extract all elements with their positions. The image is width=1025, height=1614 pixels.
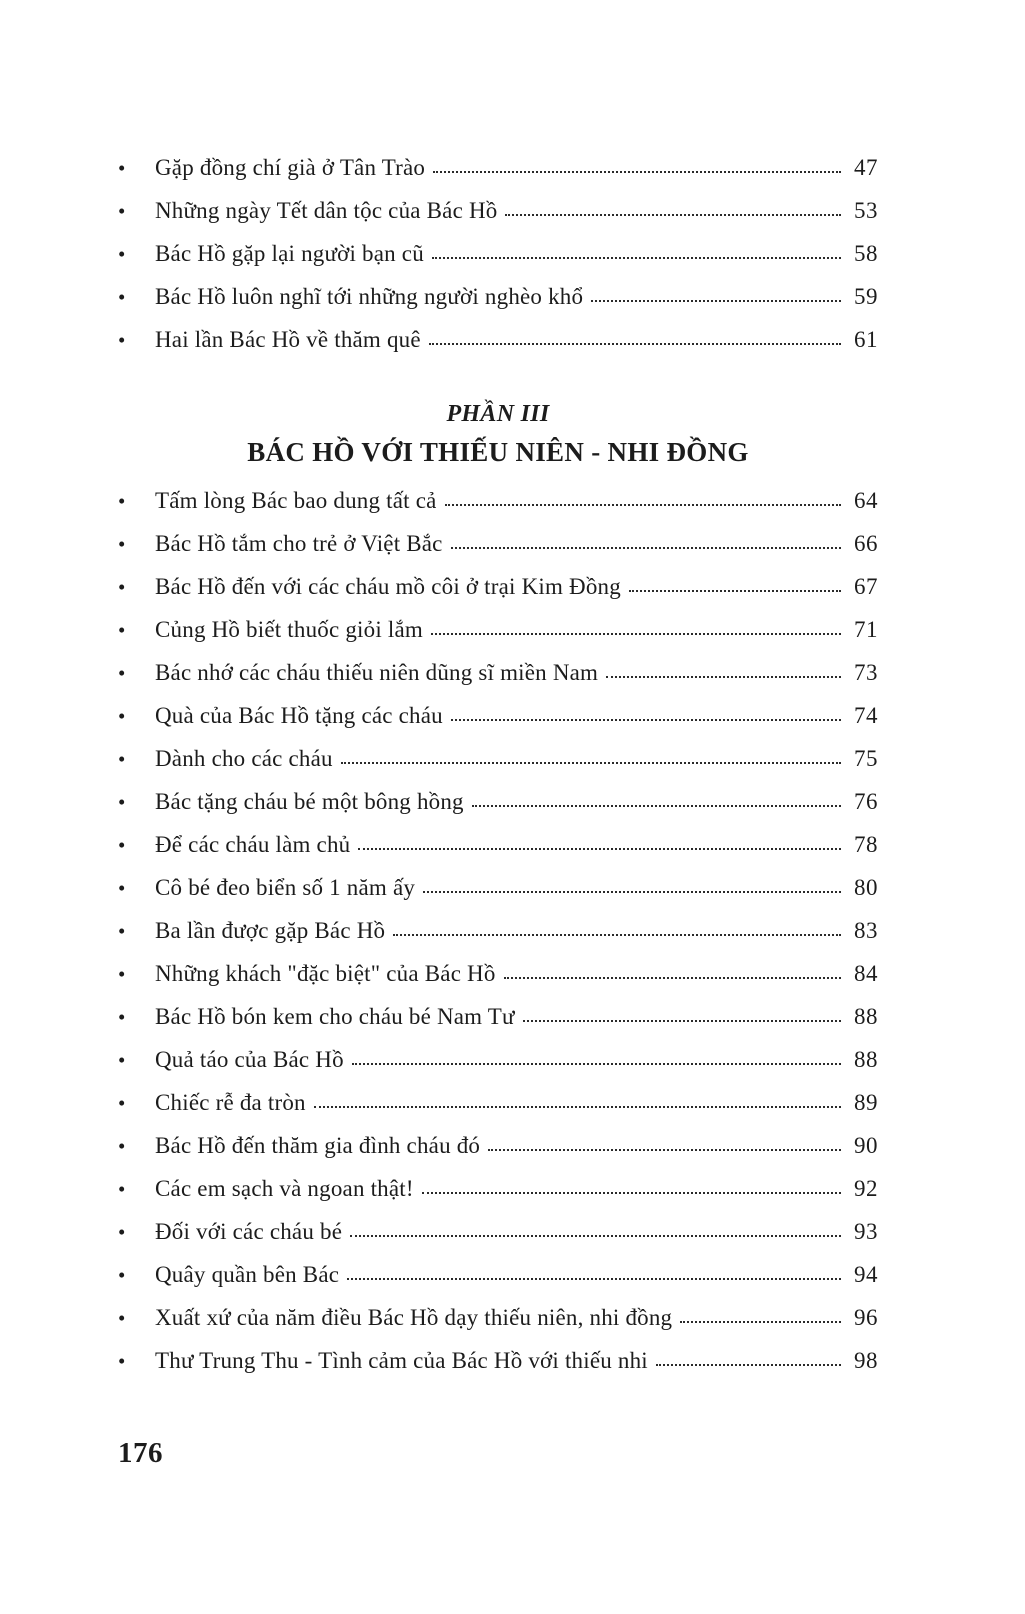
- toc-entry: [118, 1004, 878, 1047]
- dotted-leader: [606, 676, 841, 678]
- dotted-leader: [432, 257, 841, 259]
- bullet-icon: •: [118, 1220, 126, 1244]
- toc-entry: [118, 198, 878, 241]
- dotted-leader: [352, 1063, 841, 1065]
- toc-entry-title: Cô bé đeo biển số 1 năm ấy: [155, 875, 416, 900]
- dotted-leader: [591, 300, 841, 302]
- toc-entry-page: 83: [854, 918, 878, 943]
- toc-entry-title: Củng Hồ biết thuốc giỏi lắm: [155, 617, 423, 642]
- toc-entry-title: Quà của Bác Hồ tặng các cháu: [155, 703, 443, 728]
- bullet-icon: •: [118, 1177, 126, 1201]
- toc-entry: [118, 1090, 878, 1133]
- section-part-label: PHẦN III: [446, 401, 550, 427]
- dotted-leader: [629, 590, 841, 592]
- bullet-icon: •: [118, 1048, 126, 1072]
- toc-entry: [118, 531, 878, 574]
- dotted-leader: [680, 1321, 841, 1323]
- toc-entry-title: Bác Hồ đến thăm gia đình cháu đó: [155, 1133, 481, 1158]
- section-title: BÁC HỒ VỚI THIẾU NIÊN - NHI ĐỒNG: [247, 437, 749, 467]
- toc-entry: [118, 241, 878, 284]
- dotted-leader: [393, 934, 841, 936]
- toc-entry-title: Xuất xứ của năm điều Bác Hồ dạy thiếu niên, nhi đồng: [155, 1305, 673, 1330]
- toc-entry-page: 88: [854, 1004, 878, 1029]
- toc-entry: [118, 327, 878, 370]
- bullet-icon: •: [118, 242, 126, 266]
- toc-section-1-list: [118, 155, 878, 370]
- bullet-icon: •: [118, 962, 126, 986]
- bullet-icon: •: [118, 1306, 126, 1330]
- dotted-leader: [488, 1149, 841, 1151]
- toc-entry-title: Dành cho các cháu: [155, 746, 333, 771]
- bullet-icon: •: [118, 1263, 126, 1287]
- bullet-icon: •: [118, 1134, 126, 1158]
- toc-entry: [118, 1262, 878, 1305]
- toc-entry-title: Bác nhớ các cháu thiếu niên dũng sĩ miền Nam: [155, 660, 599, 685]
- toc-entry-page: 75: [854, 746, 878, 771]
- toc-entry-title: Bác tặng cháu bé một bông hồng: [155, 789, 464, 814]
- toc-entry: [118, 789, 878, 832]
- bullet-icon: •: [118, 661, 126, 685]
- toc-entry: [118, 875, 878, 918]
- toc-entry-title: Các em sạch và ngoan thật!: [155, 1176, 414, 1201]
- toc-entry: [118, 961, 878, 1004]
- dotted-leader: [314, 1106, 841, 1108]
- dotted-leader: [347, 1278, 841, 1280]
- toc-entry: [118, 746, 878, 789]
- toc-entry: [118, 1305, 878, 1348]
- toc-entry-title: Những ngày Tết dân tộc của Bác Hồ: [155, 198, 498, 223]
- toc-entry: [118, 1348, 878, 1391]
- bullet-icon: •: [118, 575, 126, 599]
- dotted-leader: [451, 547, 841, 549]
- toc-entry-page: 74: [854, 703, 878, 728]
- toc-entry-title: Chiếc rễ đa tròn: [155, 1090, 306, 1115]
- toc-entry-title: Hai lần Bác Hồ về thăm quê: [155, 327, 421, 352]
- toc-entry-page: 73: [854, 660, 878, 685]
- toc-entry-title: Tấm lòng Bác bao dung tất cả: [155, 488, 437, 513]
- dotted-leader: [422, 1192, 841, 1194]
- dotted-leader: [451, 719, 841, 721]
- toc-entry-page: 61: [854, 327, 878, 352]
- toc-entry-title: Bác Hồ luôn nghĩ tới những người nghèo khổ: [155, 284, 584, 309]
- bullet-icon: •: [118, 328, 126, 352]
- toc-entry: [118, 1219, 878, 1262]
- toc-entry: [118, 1133, 878, 1176]
- dotted-leader: [350, 1235, 841, 1237]
- bullet-icon: •: [118, 532, 126, 556]
- toc-entry-page: 80: [854, 875, 878, 900]
- toc-entry: [118, 1047, 878, 1090]
- page-number: 176: [118, 1437, 163, 1469]
- toc-entry-title: Bác Hồ bón kem cho cháu bé Nam Tư: [155, 1004, 515, 1029]
- toc-entry-page: 64: [854, 488, 878, 513]
- toc-entry-page: 67: [854, 574, 878, 599]
- toc-entry: [118, 832, 878, 875]
- bullet-icon: •: [118, 1091, 126, 1115]
- toc-entry: [118, 488, 878, 531]
- bullet-icon: •: [118, 747, 126, 771]
- bullet-icon: •: [118, 618, 126, 642]
- toc-entry-page: 90: [854, 1133, 878, 1158]
- section-heading: [118, 396, 878, 472]
- toc-entry-page: 47: [854, 155, 878, 180]
- toc-entry: [118, 574, 878, 617]
- toc-entry: [118, 660, 878, 703]
- toc-entry-page: 98: [854, 1348, 878, 1373]
- bullet-icon: •: [118, 876, 126, 900]
- bullet-icon: •: [118, 285, 126, 309]
- toc-entry-title: Đối với các cháu bé: [155, 1219, 343, 1244]
- toc-entry-page: 84: [854, 961, 878, 986]
- toc-entry-title: Quả táo của Bác Hồ: [155, 1047, 344, 1072]
- bullet-icon: •: [118, 1005, 126, 1029]
- bullet-icon: •: [118, 199, 126, 223]
- toc-entry: [118, 918, 878, 961]
- toc-entry-page: 76: [854, 789, 878, 814]
- toc-entry-title: Bác Hồ gặp lại người bạn cũ: [155, 241, 424, 266]
- dotted-leader: [341, 762, 841, 764]
- toc-entry-page: 59: [854, 284, 878, 309]
- bullet-icon: •: [118, 1349, 126, 1373]
- bullet-icon: •: [118, 833, 126, 857]
- dotted-leader: [358, 848, 841, 850]
- dotted-leader: [429, 343, 841, 345]
- bullet-icon: •: [118, 156, 126, 180]
- dotted-leader: [431, 633, 841, 635]
- toc-entry-title: Thư Trung Thu - Tình cảm của Bác Hồ với thiếu nhi: [155, 1348, 648, 1373]
- toc-entry-page: 88: [854, 1047, 878, 1072]
- toc-entry: [118, 284, 878, 327]
- dotted-leader: [472, 805, 841, 807]
- toc-entry-title: Bác Hồ đến với các cháu mồ côi ở trại Kim Đồng: [155, 574, 621, 599]
- toc-entry-page: 53: [854, 198, 878, 223]
- toc-entry-page: 92: [854, 1176, 878, 1201]
- toc-entry-title: Ba lần được gặp Bác Hồ: [155, 918, 386, 943]
- toc-entry-page: 94: [854, 1262, 878, 1287]
- dotted-leader: [504, 977, 841, 979]
- toc-entry-title: Gặp đồng chí già ở Tân Trào: [155, 155, 426, 180]
- dotted-leader: [433, 171, 841, 173]
- toc-entry: [118, 1176, 878, 1219]
- toc-entry-title: Quây quần bên Bác: [155, 1262, 340, 1287]
- toc-entry-title: Bác Hồ tắm cho trẻ ở Việt Bắc: [155, 531, 443, 556]
- dotted-leader: [523, 1020, 841, 1022]
- bullet-icon: •: [118, 790, 126, 814]
- toc-entry-page: 96: [854, 1305, 878, 1330]
- dotted-leader: [445, 504, 841, 506]
- dotted-leader: [505, 214, 841, 216]
- toc-entry: [118, 155, 878, 198]
- toc-entry-title: Để các cháu làm chủ: [155, 832, 351, 857]
- toc-entry: [118, 703, 878, 746]
- toc-entry: [118, 617, 878, 660]
- toc-section-2-list: [118, 488, 878, 1391]
- toc-entry-title: Những khách "đặc biệt" của Bác Hồ: [155, 961, 496, 986]
- toc-entry-page: 89: [854, 1090, 878, 1115]
- bullet-icon: •: [118, 489, 126, 513]
- toc-entry-page: 93: [854, 1219, 878, 1244]
- toc-entry-page: 71: [854, 617, 878, 642]
- dotted-leader: [656, 1364, 841, 1366]
- bullet-icon: •: [118, 704, 126, 728]
- toc-entry-page: 58: [854, 241, 878, 266]
- toc-entry-page: 66: [854, 531, 878, 556]
- dotted-leader: [423, 891, 841, 893]
- bullet-icon: •: [118, 919, 126, 943]
- toc-entry-page: 78: [854, 832, 878, 857]
